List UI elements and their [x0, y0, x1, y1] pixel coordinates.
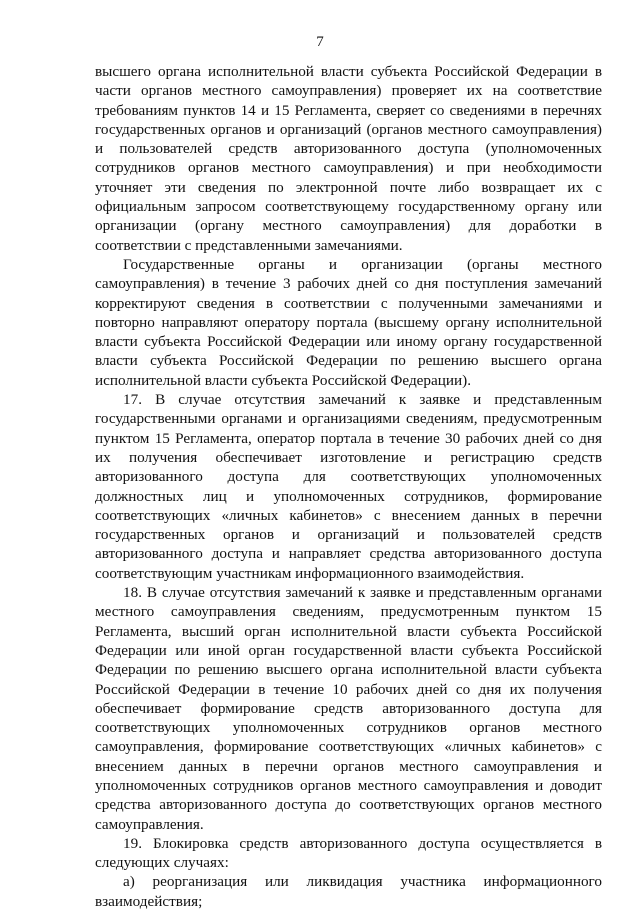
paragraph-item-19a: а) реорганизация или ликвидация участника информационного взаимодействия;: [95, 873, 602, 910]
paragraph-continuation: высшего органа исполнительной власти субъекта Российской Федерации в части органов местного самоуправления) проверяет их на соответствие требованиям пунктов 14 и 15 Регламента, сверяет со сведениями в перечнях государственных органов и организаций (органов местного самоуправления) и пользователей средств авторизованного доступа (уполномоченных сотрудников органов местного самоуправления) и при необходимости уточняет эти сведения по электронной почте либо возвращает их с официальным запросом соответствующему государственному органу или организации (органу местного самоуправления) для доработки в соответствии с представленными замечаниями.: [95, 63, 602, 254]
paragraph-item-18: 18. В случае отсутствия замечаний к заявке и представленным органами местного самоуправления сведениям, предусмотренным пунктом 15 Регламента, высший орган исполнительной власти субъекта Российской Федерации или иной орган государственной власти субъекта Российской Федерации по решению высшего органа исполнительной власти субъекта Российской Федерации в течение 10 рабочих дней со дня их получения обеспечивает формирование средств авторизованного доступа для соответствующих уполномоченных сотрудников органов местного самоуправления, формирование соответствующих «личных кабинетов» с внесением данных в перечни органов местного самоуправления и уполномоченных сотрудников органов местного самоуправления и доводит средства авторизованного доступа до соответствующих органов местного самоуправления.: [95, 584, 602, 833]
paragraph-correction: Государственные органы и организации (органы местного самоуправления) в течение 3 рабочих дней со дня поступления замечаний корректируют сведения в соответствии с полученными замечаниями и повторно направляют оператору портала (высшему органу исполнительной власти субъекта Российской Федерации или иному органу государственной власти субъекта Российской Федерации по решению высшего органа исполнительной власти субъекта Российской Федерации).: [95, 255, 602, 389]
page-number: 7: [316, 34, 324, 50]
document-body: [95, 62, 602, 911]
paragraph-item-19: 19. Блокировка средств авторизованного доступа осуществляется в следующих случаях:: [95, 834, 602, 872]
paragraph-item-17: 17. В случае отсутствия замечаний к заявке и представленным государственными органами и организациями сведениям, предусмотренным пунктом 15 Регламента, оператор портала в течение 30 рабочих дней со дня их получения обеспечивает изготовление и регистрацию средств авторизованного доступа для соответствующих уполномоченных должностных лиц и уполномоченных сотрудников, формирование соответствующих «личных кабинетов» с внесением данных в перечни государственных органов и организаций и пользователей средств авторизованного доступа и направляет средства авторизованного доступа соответствующим участникам информационного взаимодействия.: [95, 391, 602, 582]
